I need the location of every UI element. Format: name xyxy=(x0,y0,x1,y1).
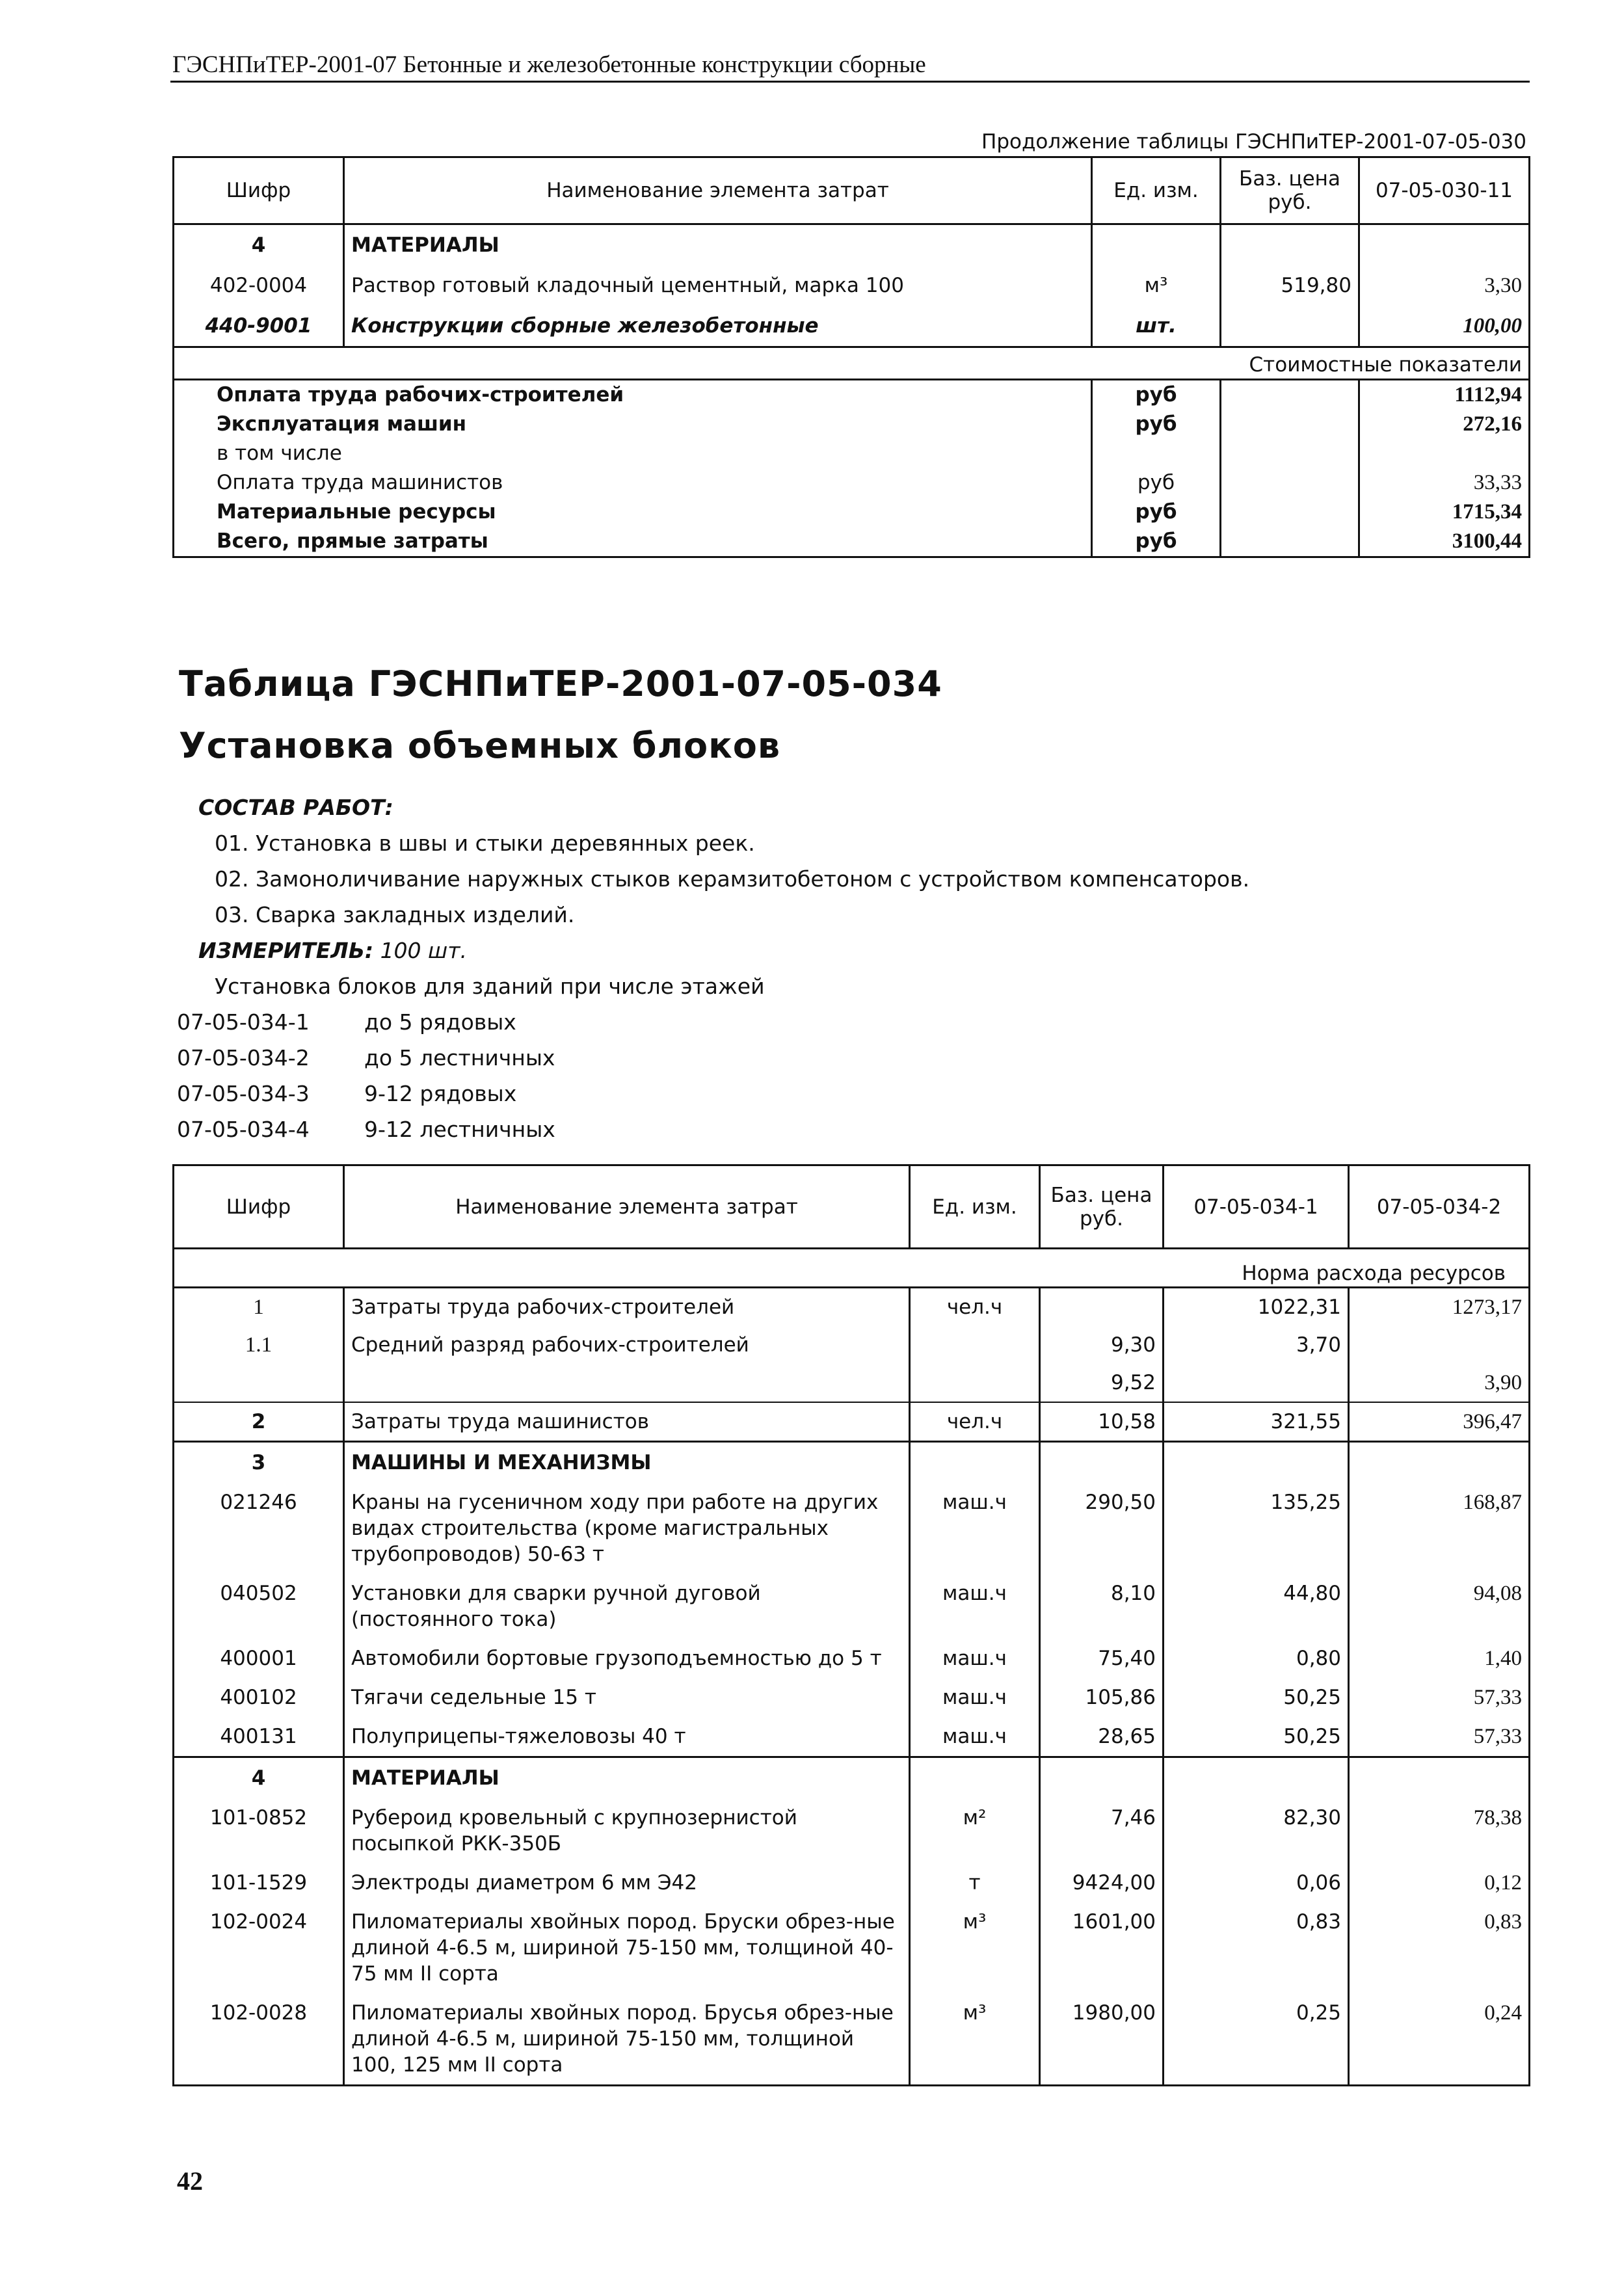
col-code: Шифр xyxy=(174,157,344,224)
page-number: 42 xyxy=(177,2166,203,2196)
cost-row: Оплата труда рабочих-строителей руб 1112,94 xyxy=(174,380,1530,410)
table-header-row xyxy=(174,157,1530,224)
continuation-caption: Продолжение таблицы ГЭСНПиТЕР-2001-07-05-030 xyxy=(981,130,1526,153)
cost-row: в том числе xyxy=(174,439,1530,468)
subheader-row xyxy=(174,347,1530,380)
cost-row: Всего, прямые затраты руб 3100,44 xyxy=(174,527,1530,557)
cost-row: Оплата труда машинистов руб 33,33 xyxy=(174,468,1530,498)
variant-desc: 9-12 лестничных xyxy=(364,1117,555,1142)
norm-subheader: Норма расхода ресурсов xyxy=(1242,1262,1506,1285)
table-row: 9,52 3,90 xyxy=(174,1364,1530,1402)
variant-desc: до 5 рядовых xyxy=(364,1009,516,1035)
works-label: СОСТАВ РАБОТ: xyxy=(198,795,393,820)
table-header-row xyxy=(174,1165,1530,1249)
table-row: 2 Затраты труда машинистов чел.ч 10,58 321,55 396,47 xyxy=(174,1402,1530,1442)
col-norm-1: 07-05-034-1 xyxy=(1164,1165,1349,1249)
variant-code: 07-05-034-2 xyxy=(177,1045,310,1071)
header-rule xyxy=(170,81,1530,83)
table-row: 3 МАШИНЫ И МЕХАНИЗМЫ xyxy=(174,1442,1530,1483)
table-title: Таблица ГЭСНПиТЕР-2001-07-05-034 xyxy=(179,663,942,704)
measure-label: ИЗМЕРИТЕЛЬ: xyxy=(198,938,374,963)
table-row: 1 Затраты труда рабочих-строителей чел.ч 1022,31 1273,17 xyxy=(174,1288,1530,1327)
table-row: 021246 Краны на гусеничном ходу при работе на других видах строительства (кроме магистральных трубопроводов) 50-63 т маш.ч 290,50 135,25 168,87 xyxy=(174,1483,1530,1574)
col-price: Баз. цена руб. xyxy=(1221,157,1359,224)
col-norm-2: 07-05-034-2 xyxy=(1349,1165,1530,1249)
table-row: 400131 Полуприцепы-тяжеловозы 40 т маш.ч 28,65 50,25 57,33 xyxy=(174,1717,1530,1757)
cost-row: Материальные ресурсы руб 1715,34 xyxy=(174,498,1530,527)
measure-line xyxy=(198,938,467,963)
variant-desc: до 5 лестничных xyxy=(364,1045,555,1071)
section-subtitle: Установка объемных блоков xyxy=(179,725,781,766)
table-row: 400102 Тягачи седельные 15 т маш.ч 105,86 50,25 57,33 xyxy=(174,1678,1530,1717)
table-row: 440-9001 Конструкции сборные железобетонные шт. 100,00 xyxy=(174,306,1530,347)
col-name: Наименование элемента затрат xyxy=(344,1165,910,1249)
table-row: 4 МАТЕРИАЛЫ xyxy=(174,1757,1530,1799)
table-row: 102-0024 Пиломатериалы хвойных пород. Бруски обрез-ные длиной 4-6.5 м, шириной 75-150 мм, толщиной 40-75 мм II сорта м³ 1601,00 0,83 0,83 xyxy=(174,1902,1530,1993)
cost-subheader: Стоимостные показатели xyxy=(1249,353,1522,377)
running-header: ГЭСНПиТЕР-2001-07 Бетонные и железобетонные конструкции сборные xyxy=(172,51,926,78)
col-unit: Ед. изм. xyxy=(910,1165,1040,1249)
table-row: 400001 Автомобили бортовые грузоподъемностью до 5 т маш.ч 75,40 0,80 1,40 xyxy=(174,1639,1530,1678)
col-price: Баз. цена руб. xyxy=(1040,1165,1164,1249)
table-row: 1.1 Средний разряд рабочих-строителей 9,30 3,70 xyxy=(174,1326,1530,1364)
cost-row: Эксплуатация машин руб 272,16 xyxy=(174,410,1530,439)
table-row: 040502 Установки для сварки ручной дуговой (постоянного тока) маш.ч 8,10 44,80 94,08 xyxy=(174,1574,1530,1639)
subheader-row xyxy=(174,1249,1530,1288)
table-row: 402-0004 Раствор готовый кладочный цементный, марка 100 м³ 519,80 3,30 xyxy=(174,265,1530,306)
col-unit: Ед. изм. xyxy=(1092,157,1221,224)
measure-value: 100 шт. xyxy=(380,938,467,963)
variant-code: 07-05-034-3 xyxy=(177,1081,310,1106)
table-row: 4 МАТЕРИАЛЫ xyxy=(174,224,1530,266)
col-name: Наименование элемента затрат xyxy=(344,157,1092,224)
variant-desc: 9-12 рядовых xyxy=(364,1081,517,1106)
table-row: 101-1529 Электроды диаметром 6 мм Э42 т 9424,00 0,06 0,12 xyxy=(174,1863,1530,1902)
table-07-05-030 xyxy=(172,156,1530,558)
table-07-05-034 xyxy=(172,1164,1530,2086)
col-norm: 07-05-030-11 xyxy=(1359,157,1530,224)
variant-code: 07-05-034-4 xyxy=(177,1117,310,1142)
work-item: 02. Замоноличивание наружных стыков керамзитобетоном с устройством компенсаторов. xyxy=(215,866,1250,892)
work-item: 01. Установка в швы и стыки деревянных реек. xyxy=(215,831,755,856)
table-row: 101-0852 Рубероид кровельный с крупнозернистой посыпкой РКК-350Б м² 7,46 82,30 78,38 xyxy=(174,1798,1530,1863)
blocks-intro: Установка блоков для зданий при числе этажей xyxy=(215,974,765,999)
variant-code: 07-05-034-1 xyxy=(177,1009,310,1035)
work-item: 03. Сварка закладных изделий. xyxy=(215,902,575,927)
table-row: 102-0028 Пиломатериалы хвойных пород. Брусья обрез-ные длиной 4-6.5 м, шириной 75-150 мм, толщиной 100, 125 мм II сорта м³ 1980,00 0,25 0,24 xyxy=(174,1993,1530,2086)
col-code: Шифр xyxy=(174,1165,344,1249)
